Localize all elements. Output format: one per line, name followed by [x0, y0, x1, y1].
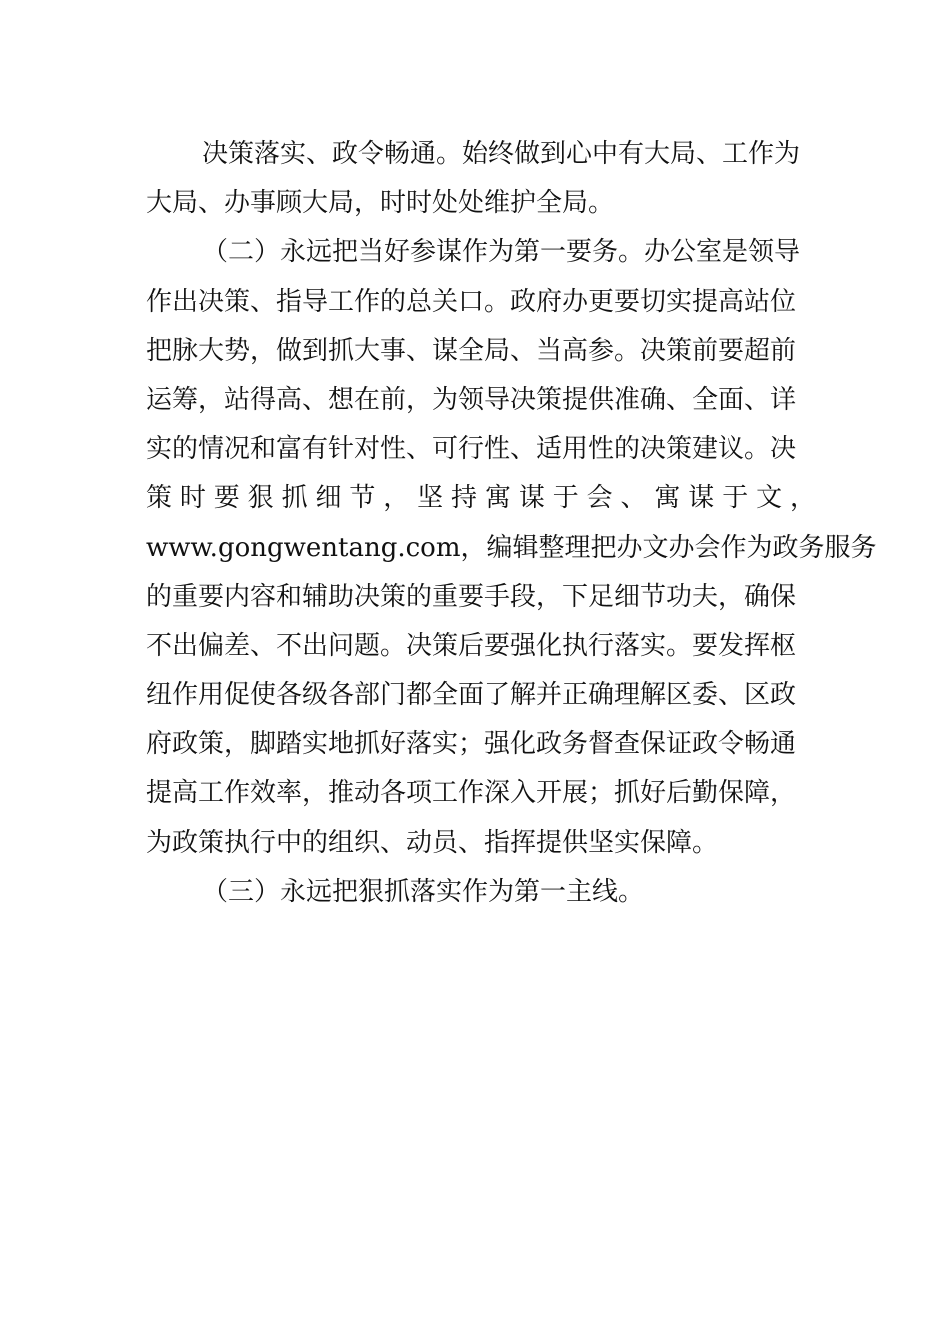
paragraph-line: 不出偏差、不出问题。决策后要强化执行落实。要发挥枢 [146, 630, 797, 661]
section-heading-three: （三）永远把狠抓落实作为第一主线。 [202, 876, 645, 907]
paragraph-line: 的重要内容和辅助决策的重要手段，下足细节功夫，确保 [146, 581, 797, 612]
paragraph-line: 大局、办事顾大局，时时处处维护全局。 [146, 188, 615, 219]
paragraph-line: 作出决策、指导工作的总关口。政府办更要切实提高站位 [146, 286, 797, 317]
document-body [146, 130, 877, 917]
paragraph-line: 为政策执行中的组织、动员、指挥提供坚实保障。 [146, 827, 719, 858]
section-heading-two: （二）永远把当好参谋作为第一要务。办公室是领导 [202, 237, 801, 268]
paragraph-line: 运筹，站得高、想在前，为领导决策提供准确、全面、详 [146, 384, 797, 415]
paragraph-line: 府政策，脚踏实地抓好落实；强化政务督查保证政令畅通 [146, 729, 797, 760]
paragraph-line: 把脉大势，做到抓大事、谋全局、当高参。决策前要超前 [146, 335, 797, 366]
paragraph-line-url: www.gongwentang.com，编辑整理把办文办会作为政务服务 [146, 532, 877, 563]
paragraph-line: 决策落实、政令畅通。始终做到心中有大局、工作为 [202, 139, 801, 169]
paragraph-line: 提高工作效率，推动各项工作深入开展；抓好后勤保障， [146, 778, 797, 809]
paragraph-line: 纽作用促使各级各部门都全面了解并正确理解区委、区政 [146, 680, 797, 711]
paragraph-line-justified: 策时要狠抓细节，坚持寓谋于会、寓谋于文， [146, 483, 816, 514]
paragraph-line: 实的情况和富有针对性、可行性、适用性的决策建议。决 [146, 434, 797, 465]
